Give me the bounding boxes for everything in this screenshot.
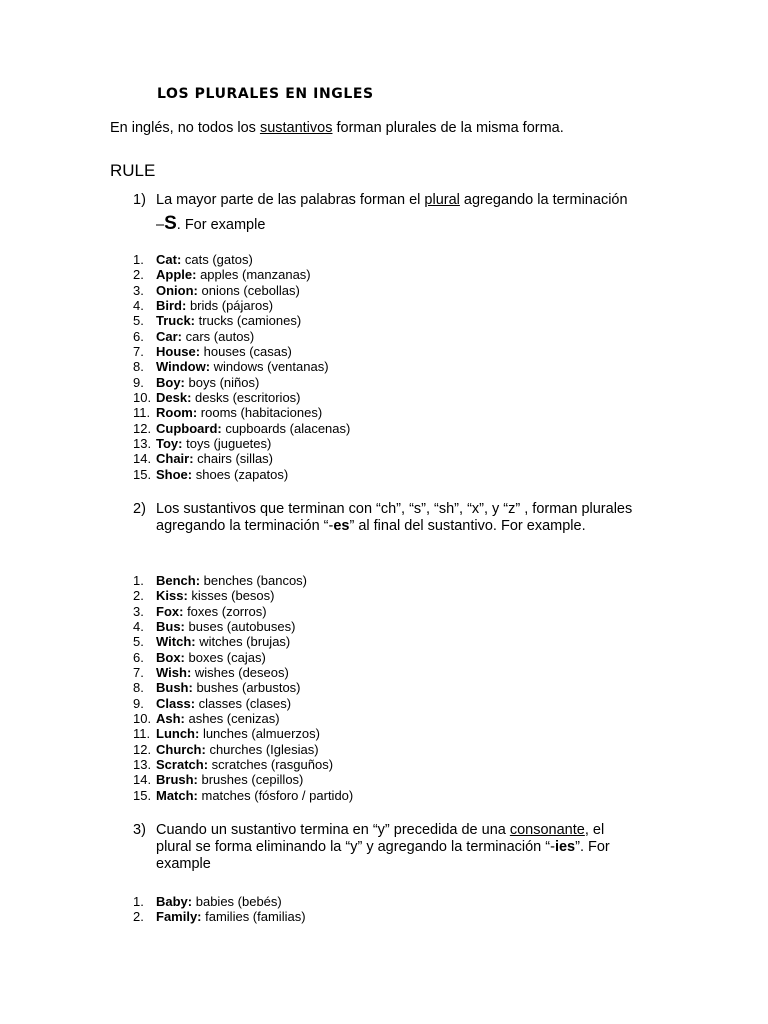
item-number: 14. bbox=[133, 772, 152, 788]
item-number: 13. bbox=[133, 757, 152, 773]
rule-text-part: . For example bbox=[176, 217, 266, 233]
item-word: Room: bbox=[156, 405, 198, 421]
list-item bbox=[133, 252, 350, 267]
list-item bbox=[133, 588, 353, 603]
item-word: Toy: bbox=[156, 436, 183, 452]
item-word: Car: bbox=[156, 328, 183, 344]
item-word: Chair: bbox=[156, 451, 194, 467]
list-item bbox=[133, 313, 350, 328]
item-plural: brushes (cepillos) bbox=[197, 772, 304, 788]
plural-link[interactable]: plural bbox=[424, 192, 460, 208]
item-plural: desks (escritorios) bbox=[191, 390, 301, 406]
list-item bbox=[133, 344, 350, 359]
item-word: Cupboard: bbox=[156, 420, 222, 436]
list-item bbox=[133, 726, 353, 741]
intro-text-end: forman plurales de la misma forma. bbox=[332, 120, 564, 136]
list-item bbox=[133, 604, 353, 619]
item-word: Truck: bbox=[156, 313, 196, 329]
rule-text-part: La mayor parte de las palabras forman el bbox=[156, 192, 425, 208]
list-item bbox=[133, 650, 353, 665]
list-item bbox=[133, 711, 353, 726]
item-word: Match: bbox=[156, 787, 198, 803]
item-number: 14. bbox=[133, 451, 152, 467]
item-number: 15. bbox=[133, 787, 152, 803]
item-number: 4. bbox=[133, 619, 144, 635]
item-plural: buses (autobuses) bbox=[184, 619, 296, 635]
rule-3 bbox=[133, 822, 633, 873]
item-number: 1. bbox=[133, 573, 144, 588]
page-title: LOS PLURALES EN INGLES bbox=[157, 86, 374, 102]
list-item bbox=[133, 680, 353, 695]
item-word: Apple: bbox=[156, 267, 197, 283]
rule-number: 3) bbox=[133, 822, 146, 838]
intro-text: En inglés, no todos los bbox=[110, 120, 260, 136]
item-plural: ashes (cenizas) bbox=[184, 711, 280, 727]
item-plural: classes (clases) bbox=[195, 695, 292, 711]
item-word: Brush: bbox=[156, 772, 198, 788]
item-plural: kisses (besos) bbox=[187, 588, 275, 604]
item-number: 2. bbox=[133, 588, 144, 604]
item-plural: benches (bancos) bbox=[200, 573, 308, 588]
item-number: 2. bbox=[133, 909, 144, 925]
list-item bbox=[133, 909, 306, 924]
list-item bbox=[133, 421, 350, 436]
rule-suffix: ies bbox=[554, 839, 576, 855]
rule-text-part: , el plural se forma eliminando la “y” y agregando la terminación “- bbox=[156, 822, 605, 855]
item-number: 5. bbox=[133, 313, 144, 329]
list-item bbox=[133, 375, 350, 390]
item-word: Church: bbox=[156, 741, 206, 757]
item-number: 12. bbox=[133, 420, 152, 436]
item-word: Cat: bbox=[156, 252, 182, 267]
intro-paragraph bbox=[110, 120, 564, 136]
item-plural: foxes (zorros) bbox=[183, 603, 267, 619]
list-item bbox=[133, 436, 350, 451]
item-number: 6. bbox=[133, 649, 144, 665]
item-plural: apples (manzanas) bbox=[196, 267, 311, 283]
list-item bbox=[133, 451, 350, 466]
list-item bbox=[133, 788, 353, 803]
rule-text bbox=[156, 501, 633, 535]
item-word: Bush: bbox=[156, 680, 193, 696]
item-word: House: bbox=[156, 344, 201, 360]
item-number: 8. bbox=[133, 359, 144, 375]
item-number: 4. bbox=[133, 298, 144, 314]
item-number: 1. bbox=[133, 252, 144, 267]
item-number: 13. bbox=[133, 436, 152, 452]
list-item bbox=[133, 283, 350, 298]
item-number: 11. bbox=[133, 726, 151, 742]
list-item bbox=[133, 329, 350, 344]
item-word: Class: bbox=[156, 695, 196, 711]
item-word: Wish: bbox=[156, 665, 192, 681]
item-number: 10. bbox=[133, 711, 152, 727]
item-plural: scratches (rasguños) bbox=[208, 757, 334, 773]
item-plural: cats (gatos) bbox=[181, 252, 253, 267]
item-plural: bushes (arbustos) bbox=[192, 680, 301, 696]
item-word: Fox: bbox=[156, 603, 184, 619]
rule-text-part: ” al final del sustantivo. For example. bbox=[349, 518, 586, 534]
item-plural: trucks (camiones) bbox=[195, 313, 302, 329]
rule-text-part: Cuando un sustantivo termina en “y” precedida de una bbox=[156, 822, 510, 838]
rule-text bbox=[156, 822, 633, 873]
item-word: Bench: bbox=[156, 573, 201, 588]
item-plural: rooms (habitaciones) bbox=[197, 405, 323, 421]
item-plural: churches (Iglesias) bbox=[205, 741, 319, 757]
item-number: 9. bbox=[133, 374, 144, 390]
item-word: Onion: bbox=[156, 282, 198, 298]
list-item bbox=[133, 757, 353, 772]
item-number: 2. bbox=[133, 267, 144, 283]
noun-list-s bbox=[133, 252, 350, 482]
rule-1 bbox=[133, 188, 633, 237]
noun-list-es bbox=[133, 573, 353, 803]
item-number: 12. bbox=[133, 741, 152, 757]
item-number: 11. bbox=[133, 405, 151, 421]
item-plural: houses (casas) bbox=[200, 344, 292, 360]
item-plural: chairs (sillas) bbox=[193, 451, 274, 467]
item-plural: cars (autos) bbox=[182, 328, 255, 344]
rule-number: 1) bbox=[133, 192, 146, 208]
item-word: Bus: bbox=[156, 619, 185, 635]
item-word: Kiss: bbox=[156, 588, 188, 604]
item-plural: lunches (almuerzos) bbox=[199, 726, 320, 742]
item-number: 7. bbox=[133, 344, 144, 360]
item-plural: boxes (cajas) bbox=[184, 649, 266, 665]
item-plural: boys (niños) bbox=[184, 374, 260, 390]
list-item bbox=[133, 634, 353, 649]
item-plural: toys (juguetes) bbox=[182, 436, 272, 452]
item-number: 8. bbox=[133, 680, 144, 696]
list-item bbox=[133, 267, 350, 282]
consonante-link[interactable]: consonante bbox=[509, 822, 585, 838]
item-word: Boy: bbox=[156, 374, 185, 390]
rule-text-part: agregando la terminación – bbox=[156, 192, 628, 233]
rule-text bbox=[156, 188, 633, 237]
item-plural: brids (pájaros) bbox=[186, 298, 274, 314]
item-number: 3. bbox=[133, 282, 144, 298]
item-word: Lunch: bbox=[156, 726, 200, 742]
item-plural: matches (fósforo / partido) bbox=[197, 787, 354, 803]
item-number: 1. bbox=[133, 894, 144, 909]
list-item bbox=[133, 467, 350, 482]
item-number: 7. bbox=[133, 665, 144, 681]
item-plural: babies (bebés) bbox=[192, 894, 282, 909]
rule-heading: RULE bbox=[110, 161, 156, 180]
item-word: Box: bbox=[156, 649, 185, 665]
list-item bbox=[133, 894, 306, 909]
item-plural: windows (ventanas) bbox=[210, 359, 329, 375]
list-item bbox=[133, 573, 353, 588]
item-number: 3. bbox=[133, 603, 144, 619]
item-word: Family: bbox=[156, 909, 202, 925]
list-item bbox=[133, 390, 350, 405]
item-plural: wishes (deseos) bbox=[191, 665, 289, 681]
list-item bbox=[133, 742, 353, 757]
list-item bbox=[133, 696, 353, 711]
item-word: Witch: bbox=[156, 634, 196, 650]
rule-suffix: es bbox=[333, 518, 350, 534]
item-word: Ash: bbox=[156, 711, 185, 727]
list-item bbox=[133, 359, 350, 374]
item-number: 15. bbox=[133, 466, 152, 482]
rule-text-part: Los sustantivos que terminan con “ch”, “s”, “sh”, “x”, y “z” , forman plurales agregando la terminación “- bbox=[156, 501, 633, 534]
rule-2 bbox=[133, 501, 633, 535]
list-item bbox=[133, 405, 350, 420]
item-plural: witches (brujas) bbox=[195, 634, 291, 650]
item-plural: cupboards (alacenas) bbox=[221, 420, 351, 436]
item-number: 6. bbox=[133, 328, 144, 344]
item-word: Desk: bbox=[156, 390, 192, 406]
rule-suffix: S bbox=[164, 213, 177, 234]
item-word: Shoe: bbox=[156, 466, 193, 482]
item-number: 9. bbox=[133, 695, 144, 711]
noun-list-ies bbox=[133, 894, 306, 925]
item-plural: shoes (zapatos) bbox=[192, 466, 289, 482]
item-word: Window: bbox=[156, 359, 211, 375]
item-plural: onions (cebollas) bbox=[197, 282, 300, 298]
rule-number: 2) bbox=[133, 501, 146, 517]
item-plural: families (familias) bbox=[201, 909, 306, 925]
item-number: 10. bbox=[133, 390, 152, 406]
item-word: Bird: bbox=[156, 298, 187, 314]
item-word: Baby: bbox=[156, 894, 193, 909]
list-item bbox=[133, 619, 353, 634]
rule-text-part: ”. For example bbox=[156, 839, 610, 872]
list-item bbox=[133, 665, 353, 680]
item-word: Scratch: bbox=[156, 757, 209, 773]
sustantivos-link[interactable]: sustantivos bbox=[259, 120, 333, 136]
list-item bbox=[133, 772, 353, 787]
item-number: 5. bbox=[133, 634, 144, 650]
list-item bbox=[133, 298, 350, 313]
